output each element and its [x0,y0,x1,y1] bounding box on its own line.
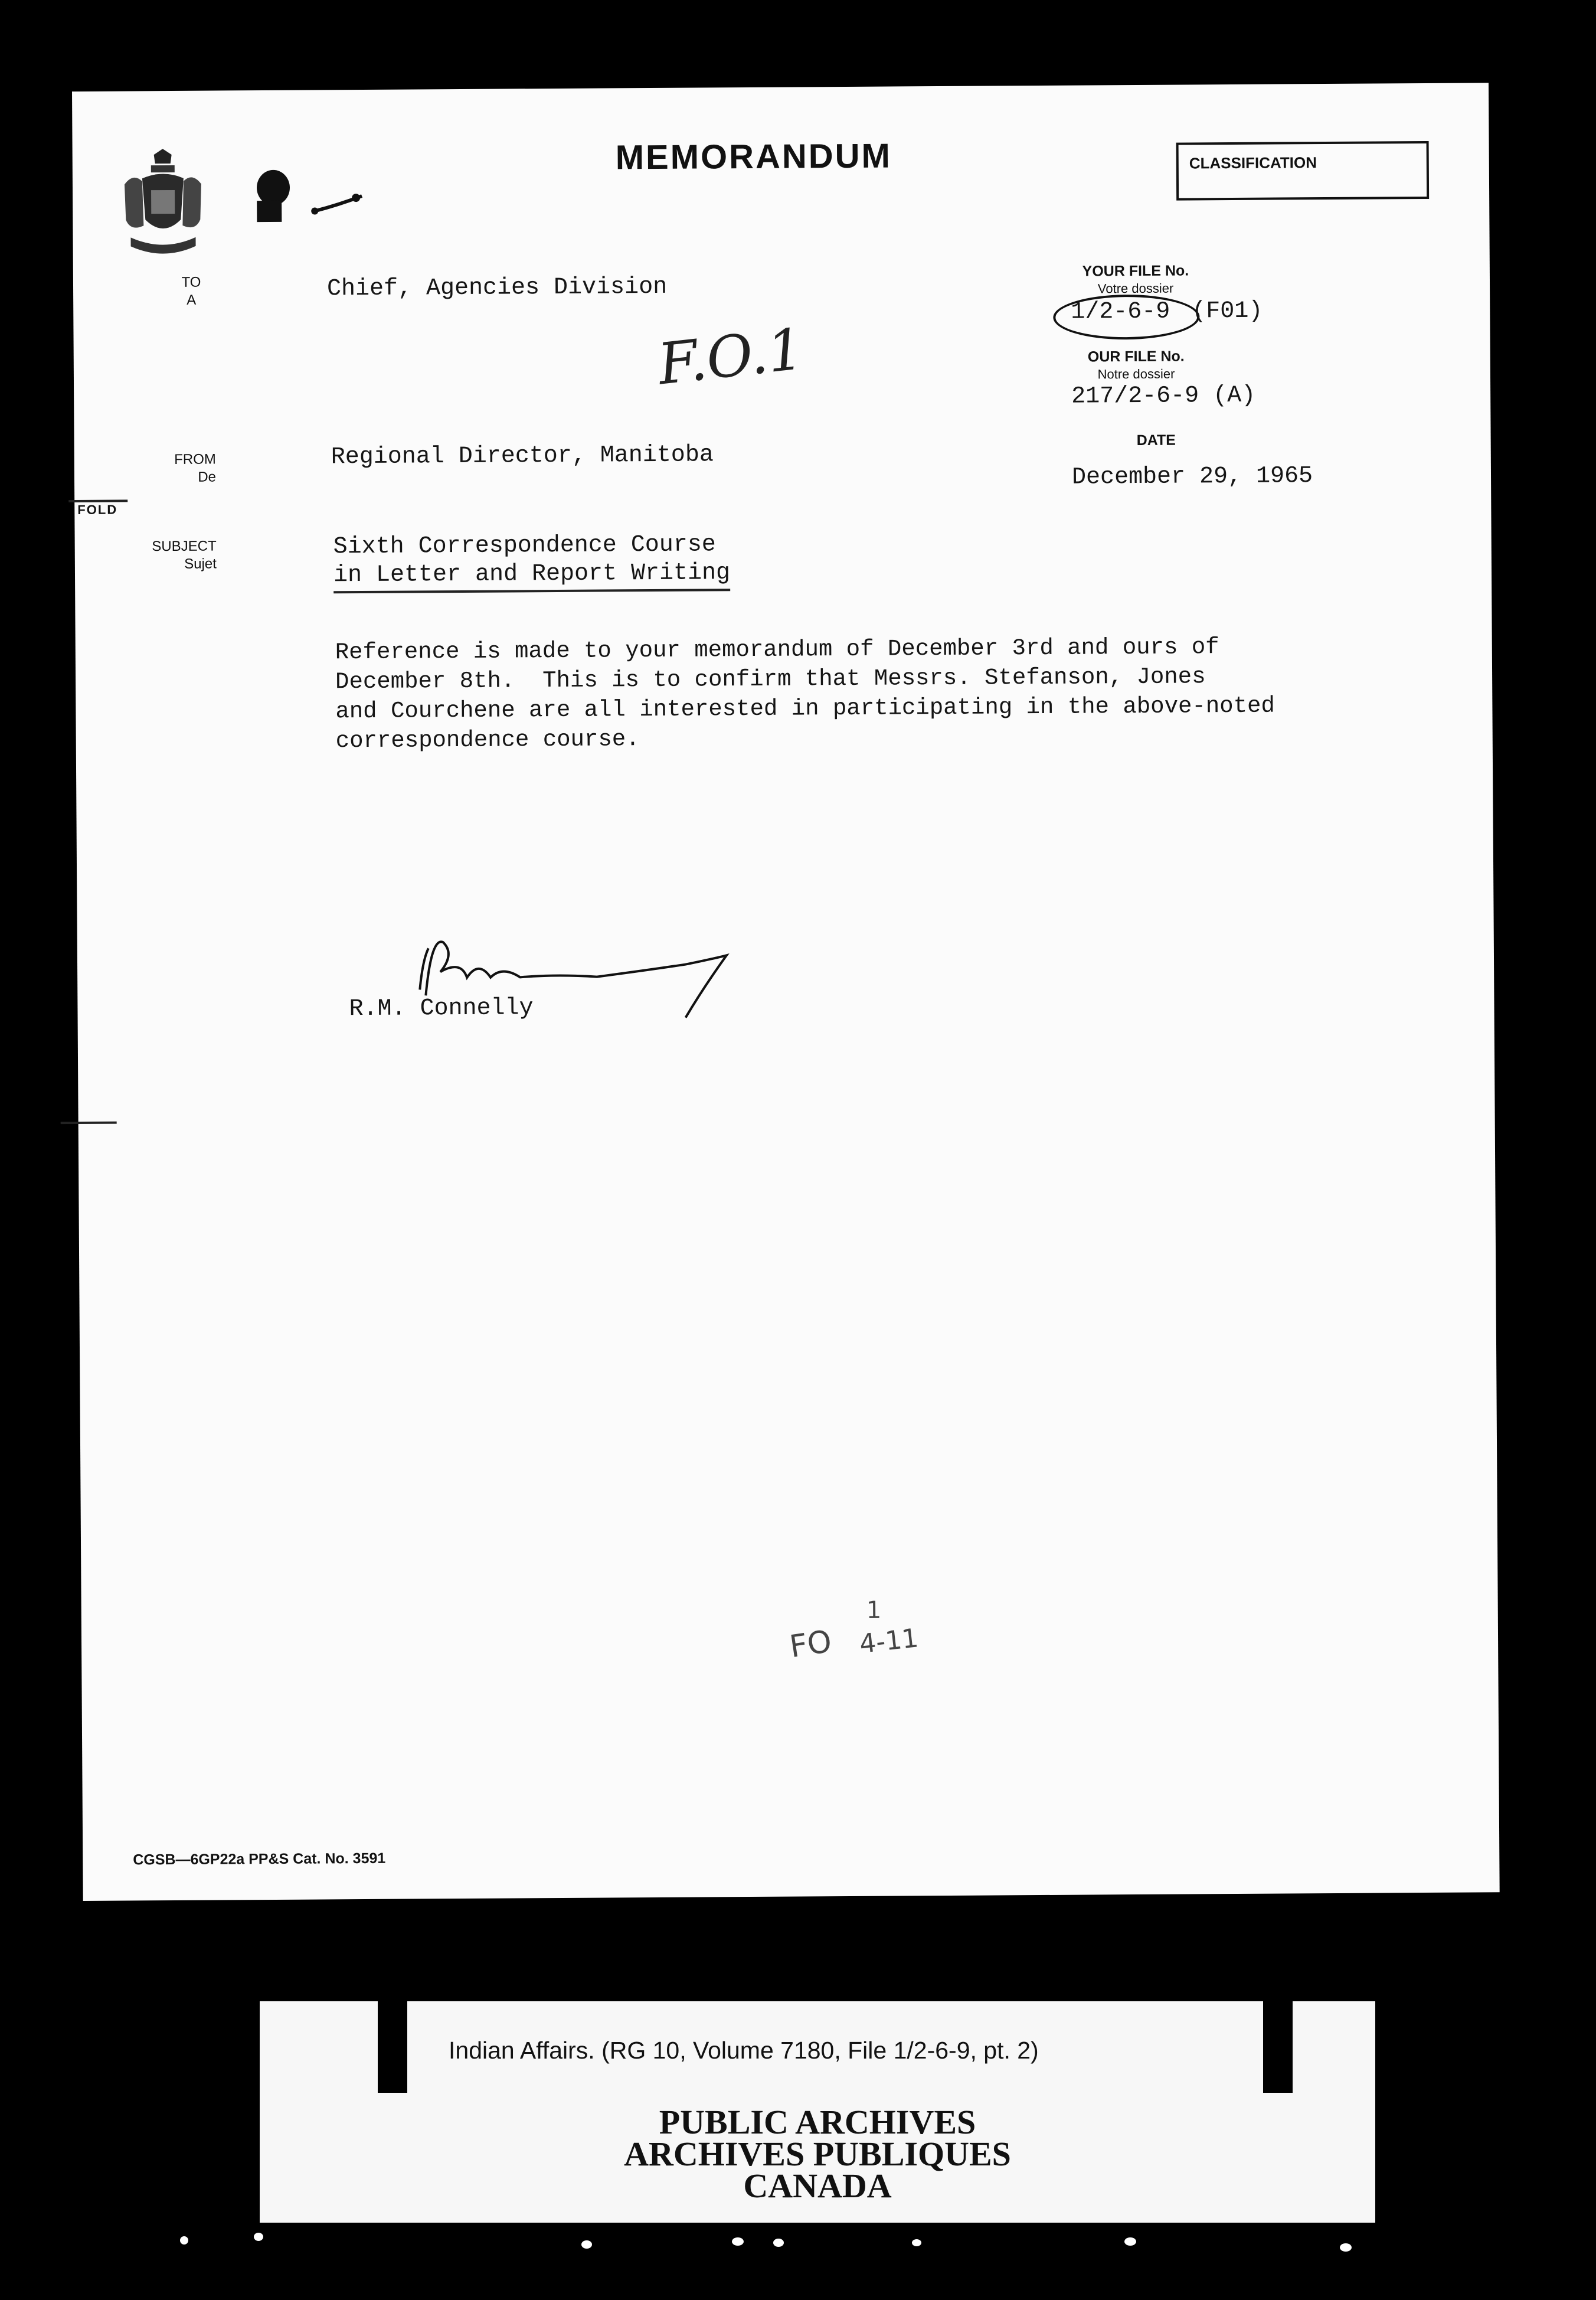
archive-title [260,2103,1375,2205]
your-file-label [1041,262,1230,298]
handwritten-file-note: F.O.1 [655,315,807,398]
handwritten-note-date: 4-11 [858,1623,920,1659]
from-label-en: FROM [174,451,216,468]
archive-line-3: CANADA [743,2167,892,2205]
to-value: Chief, Agencies Division [326,273,668,303]
film-speck [180,2236,188,2245]
signature-name: R.M. Connelly [349,995,534,1023]
archive-label [260,2001,1375,2223]
film-speck [912,2239,921,2246]
memo-page [72,83,1500,1901]
subject-line-2: in Letter and Report Writing [333,560,730,593]
archive-line-1: PUBLIC ARCHIVES [659,2103,976,2141]
memo-heading: MEMORANDUM [615,136,892,177]
fold-label: FOLD [77,502,118,517]
our-file-label-fr: Notre dossier [1097,366,1175,382]
our-file-label [1042,347,1231,384]
to-label-en: TO [181,274,201,290]
archive-reference: Indian Affairs. (RG 10, Volume 7180, File 1/2-6-9, pt. 2) [449,2037,1039,2064]
handwritten-note-fo: FO [787,1623,834,1665]
film-speck [732,2237,744,2246]
subject-label [134,538,217,574]
archive-label-tab-left [378,1995,407,2093]
subject-label-fr: Sujet [184,556,217,572]
coat-of-arms-icon [119,149,208,262]
your-file-label-fr: Votre dossier [1097,280,1174,296]
archive-label-tab-right [1263,1995,1293,2093]
classification-label: CLASSIFICATION [1189,153,1317,172]
archive-line-2: ARCHIVES PUBLIQUES [624,2135,1011,2173]
date-value: December 29, 1965 [1071,463,1313,491]
subject-line-1: Sixth Correspondence Course [333,531,716,561]
your-file-value: 1/2-6-9 [1071,298,1170,326]
handwritten-note-number: 1 [866,1596,882,1624]
film-speck [1124,2237,1136,2246]
from-label-fr: De [198,469,217,485]
margin-mark [61,1122,117,1125]
memo-body: Reference is made to your memorandum of December 3rd and ours of December 8th. This is to confirm that Messrs. Stefanson, Jones and Courchene are all interested in participating in the above-noted correspondence course. [335,634,1275,754]
our-file-label-en: OUR FILE No. [1087,348,1185,365]
to-label [168,274,215,309]
our-file-value: 217/2-6-9 (A) [1071,382,1256,410]
film-speck [581,2240,592,2249]
date-label: DATE [1136,432,1176,449]
film-speck [254,2233,263,2241]
film-speck [1340,2243,1352,2252]
ink-blot-mark [250,164,368,229]
classification-box [1176,141,1430,201]
from-label [145,451,216,487]
your-file-suffix: (F01) [1192,298,1263,325]
your-file-label-en: YOUR FILE No. [1082,262,1189,280]
catalog-number: CGSB—6GP22a PP&S Cat. No. 3591 [133,1850,386,1868]
film-speck [773,2239,784,2247]
from-value: Regional Director, Manitoba [331,442,714,471]
to-label-fr: A [187,292,197,308]
subject-label-en: SUBJECT [152,538,217,555]
